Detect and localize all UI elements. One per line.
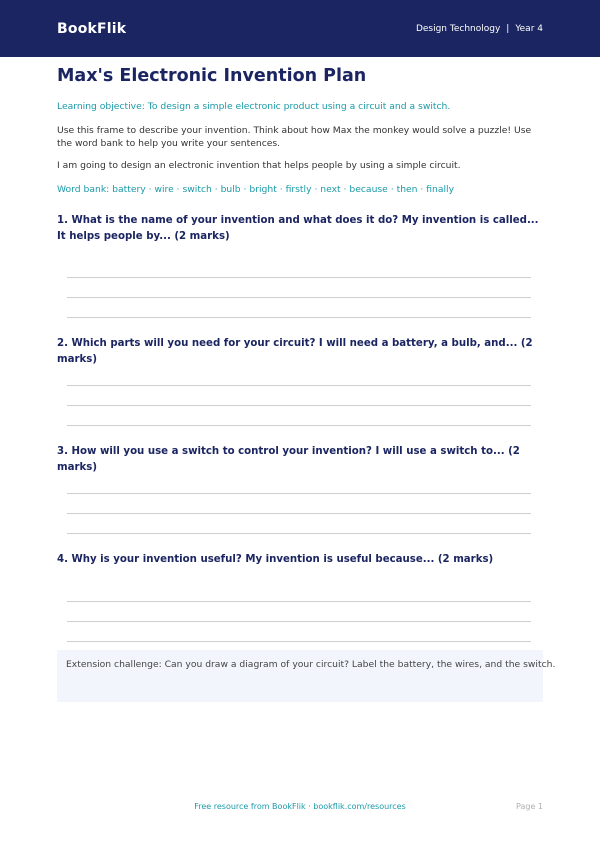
year-label: Year 4 bbox=[515, 23, 543, 34]
answer-line[interactable] bbox=[67, 513, 531, 514]
answer-line[interactable] bbox=[67, 533, 531, 534]
answer-line[interactable] bbox=[67, 405, 531, 406]
extension-challenge-box bbox=[57, 650, 556, 702]
page-title: Max's Electronic Invention Plan bbox=[57, 66, 367, 86]
question-4: 4. Why is your invention useful? My invention is useful because... (2 marks) bbox=[57, 554, 494, 565]
statement-paragraph: I am going to design an electronic invention that helps people by using a simple circuit. bbox=[57, 160, 461, 171]
header-meta bbox=[416, 24, 543, 34]
learning-objective: Learning objective: To design a simple electronic product using a circuit and a switch. bbox=[57, 101, 451, 112]
brand-logo[interactable]: BookFlik bbox=[57, 20, 127, 37]
extension-challenge-text: Extension challenge: Can you draw a diagram of your circuit? Label the battery, the wires, and the switch. bbox=[66, 659, 556, 670]
answer-line[interactable] bbox=[67, 601, 531, 602]
word-bank: Word bank: battery · wire · switch · bulb · bright · firstly · next · because · then · finally bbox=[57, 184, 455, 195]
page-number: Page 1 bbox=[516, 802, 543, 811]
header-separator: | bbox=[506, 23, 510, 34]
answer-line[interactable] bbox=[67, 425, 531, 426]
answer-line[interactable] bbox=[67, 297, 531, 298]
subject-label: Design Technology bbox=[415, 23, 501, 34]
footer-resource-link[interactable]: Free resource from BookFlik · bookflik.com/resources bbox=[194, 802, 406, 811]
question-1: 1. What is the name of your invention and what does it do? My invention is called... It helps people by... (2 marks) bbox=[57, 215, 539, 242]
answer-line[interactable] bbox=[67, 385, 531, 386]
answer-line[interactable] bbox=[67, 641, 531, 642]
answer-line[interactable] bbox=[67, 277, 531, 278]
question-3: 3. How will you use a switch to control your invention? I will use a switch to... (2 marks) bbox=[57, 446, 520, 473]
answer-line[interactable] bbox=[67, 317, 531, 318]
answer-line[interactable] bbox=[67, 621, 531, 622]
question-2: 2. Which parts will you need for your circuit? I will need a battery, a bulb, and... (2 marks) bbox=[57, 338, 533, 365]
answer-line[interactable] bbox=[67, 493, 531, 494]
page-header bbox=[0, 0, 600, 57]
intro-paragraph: Use this frame to describe your invention. Think about how Max the monkey would solve a puzzle! Use the word bank to help you write your sentences. bbox=[57, 125, 532, 149]
